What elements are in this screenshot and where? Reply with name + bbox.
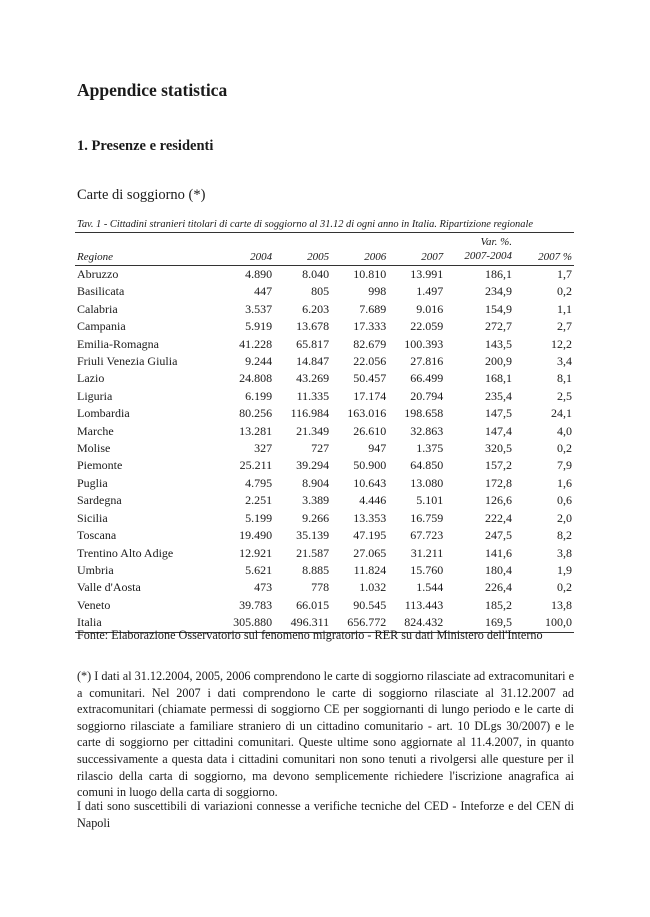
cell-value-2006: 947 xyxy=(368,441,387,456)
cell-value-2007: 13.080 xyxy=(410,475,444,490)
table-row xyxy=(75,423,574,440)
cell-value-2004: 9.244 xyxy=(245,354,273,369)
residence-permits-table xyxy=(75,232,574,633)
cell-value-2006: 656.772 xyxy=(331,614,388,632)
header-2006: 2006 xyxy=(331,233,388,266)
cell-value-2005: 3.389 xyxy=(302,493,330,508)
cell-region: Piemonte xyxy=(77,458,123,473)
table-row xyxy=(75,475,574,492)
header-2005: 2005 xyxy=(274,233,331,266)
cell-value-2005: 778 xyxy=(311,580,330,595)
cell-value-2004: 3.537 xyxy=(245,301,273,316)
cell-value-2005: 65.817 xyxy=(296,336,330,351)
cell-value-2006: 1.032 xyxy=(359,580,387,595)
cell-variation: 147,5 xyxy=(485,406,512,421)
cell-value-2005: 727 xyxy=(311,441,330,456)
cell-region: Emilia-Romagna xyxy=(77,336,159,351)
cell-value-2004: 5.919 xyxy=(245,319,273,334)
header-2007: 2007 xyxy=(388,233,445,266)
cell-value-2004: 13.281 xyxy=(239,423,273,438)
cell-value-2006: 13.353 xyxy=(353,510,387,525)
cell-value-2004: 6.199 xyxy=(245,388,273,403)
table-row xyxy=(75,492,574,509)
cell-percent-2007: 8,1 xyxy=(557,371,572,386)
cell-region: Marche xyxy=(77,423,114,438)
cell-value-2004: 24.808 xyxy=(239,371,273,386)
table-caption: Tav. 1 - Cittadini stranieri titolari di carte di soggiorno al 31.12 di ogni anno in Italia. Ripartizione regionale xyxy=(77,219,533,230)
cell-value-2004: 447 xyxy=(254,284,273,299)
table-row xyxy=(75,370,574,387)
header-region: Regione xyxy=(75,233,217,266)
cell-value-2007: 198.658 xyxy=(404,406,444,421)
table-row xyxy=(75,405,574,422)
cell-percent-2007: 0,2 xyxy=(557,580,572,595)
cell-value-2007: 67.723 xyxy=(410,528,444,543)
cell-value-2005: 116.984 xyxy=(290,406,330,421)
cell-value-2004: 80.256 xyxy=(239,406,273,421)
cell-variation: 141,6 xyxy=(485,545,512,560)
cell-region: Umbria xyxy=(77,562,114,577)
appendix-heading: Appendice statistica xyxy=(77,80,228,100)
cell-value-2005: 8.904 xyxy=(302,475,330,490)
cell-value-2005: 66.015 xyxy=(296,597,330,612)
cell-percent-2007: 0,2 xyxy=(557,441,572,456)
cell-value-2007: 1.544 xyxy=(416,580,444,595)
cell-region: Trentino Alto Adige xyxy=(77,545,174,560)
cell-value-2005: 805 xyxy=(311,284,330,299)
cell-value-2005: 13.678 xyxy=(296,319,330,334)
cell-value-2006: 163.016 xyxy=(347,406,387,421)
cell-value-2006: 50.457 xyxy=(353,371,387,386)
cell-value-2005: 35.139 xyxy=(296,528,330,543)
cell-region: Liguria xyxy=(77,388,113,403)
cell-percent-2007: 3,4 xyxy=(557,354,572,369)
cell-variation: 222,4 xyxy=(485,510,512,525)
cell-value-2007: 5.101 xyxy=(416,493,444,508)
cell-value-2007: 32.863 xyxy=(410,423,444,438)
cell-variation: 272,7 xyxy=(485,319,512,334)
cell-region: Molise xyxy=(77,441,111,456)
cell-region: Friuli Venezia Giulia xyxy=(77,354,178,369)
cell-value-2005: 39.294 xyxy=(296,458,330,473)
header-2004: 2004 xyxy=(217,233,274,266)
cell-percent-2007: 4,0 xyxy=(557,423,572,438)
cell-region: Lombardia xyxy=(77,406,130,421)
cell-value-2006: 4.446 xyxy=(359,493,387,508)
cell-percent-2007: 12,2 xyxy=(551,336,572,351)
cell-region: Puglia xyxy=(77,475,108,490)
cell-region: Italia xyxy=(75,614,217,632)
cell-percent-2007: 0,2 xyxy=(557,284,572,299)
table-row xyxy=(75,353,574,370)
footnote-paragraph-2: I dati sono suscettibili di variazioni connesse a verifiche tecniche del CED - Inteforze e del CEN di Napoli xyxy=(77,799,574,830)
cell-value-2006: 90.545 xyxy=(353,597,387,612)
cell-value-2005: 9.266 xyxy=(302,510,330,525)
table-row xyxy=(75,336,574,353)
cell-percent-2007: 1,6 xyxy=(557,475,572,490)
cell-variation: 147,4 xyxy=(485,423,512,438)
cell-value-2007: 100.393 xyxy=(404,336,444,351)
header-variation-line2: 2007-2004 xyxy=(464,250,512,262)
table-row xyxy=(75,527,574,544)
cell-variation: 186,1 xyxy=(485,267,512,281)
cell-region: Veneto xyxy=(77,597,111,612)
header-variation xyxy=(445,233,514,266)
cell-variation: 180,4 xyxy=(485,562,512,577)
cell-value-2004: 19.490 xyxy=(239,528,273,543)
cell-value-2006: 7.689 xyxy=(359,301,387,316)
cell-value-2007: 31.211 xyxy=(410,545,444,560)
cell-value-2007: 1.497 xyxy=(416,284,444,299)
cell-value-2005: 6.203 xyxy=(302,301,330,316)
cell-region: Sicilia xyxy=(77,510,108,525)
cell-percent-2007: 1,9 xyxy=(557,562,572,577)
cell-value-2007: 13.991 xyxy=(410,267,444,281)
cell-variation: 234,9 xyxy=(485,284,512,299)
cell-value-2004: 2.251 xyxy=(245,493,273,508)
cell-percent-2007: 8,2 xyxy=(557,528,572,543)
table-row xyxy=(75,266,574,284)
cell-percent-2007: 2,7 xyxy=(557,319,572,334)
cell-variation: 154,9 xyxy=(485,301,512,316)
cell-percent-2007: 13,8 xyxy=(551,597,572,612)
table-row xyxy=(75,579,574,596)
cell-value-2007: 66.499 xyxy=(410,371,444,386)
cell-region: Lazio xyxy=(77,371,105,386)
header-variation-line1: Var. %. xyxy=(480,236,512,248)
cell-percent-2007: 1,7 xyxy=(557,267,572,281)
cell-value-2004: 41.228 xyxy=(239,336,273,351)
table-row xyxy=(75,597,574,614)
cell-region: Sardegna xyxy=(77,493,122,508)
cell-value-2005: 14.847 xyxy=(296,354,330,369)
cell-region: Toscana xyxy=(77,528,117,543)
table-row xyxy=(75,562,574,579)
cell-percent-2007: 7,9 xyxy=(557,458,572,473)
cell-variation: 168,1 xyxy=(485,371,512,386)
cell-region: Calabria xyxy=(77,301,118,316)
cell-value-2005: 8.040 xyxy=(302,267,330,281)
cell-percent-2007: 0,6 xyxy=(557,493,572,508)
cell-value-2005: 21.587 xyxy=(296,545,330,560)
cell-value-2006: 82.679 xyxy=(353,336,387,351)
cell-variation: 226,4 xyxy=(485,580,512,595)
cell-value-2006: 10.810 xyxy=(353,267,387,281)
cell-value-2007: 15.760 xyxy=(410,562,444,577)
cell-percent-2007: 2,5 xyxy=(557,388,572,403)
cell-value-2007: 113.443 xyxy=(404,597,444,612)
cell-value-2004: 25.211 xyxy=(239,458,273,473)
cell-value-2005: 21.349 xyxy=(296,423,330,438)
cell-variation: 320,5 xyxy=(485,441,512,456)
cell-variation: 143,5 xyxy=(485,336,512,351)
cell-value-2007: 64.850 xyxy=(410,458,444,473)
cell-value-2006: 17.333 xyxy=(353,319,387,334)
table-row xyxy=(75,301,574,318)
cell-region: Abruzzo xyxy=(77,267,119,281)
footnote-paragraph-1: (*) I dati al 31.12.2004, 2005, 2006 comprendono le carte di soggiorno rilasciate ad extracomunitari e a comunitari. Nel 2007 i dati comprendono le carte di soggiorno rilasciate al 31.12.2007 ad extracomunitari (chiamate permessi di soggiorno CE per soggiornanti di lungo periodo e le carte di soggiorno rilasciate a familiare straniero di un cittadino comunitario - art. 10 DLgs 30/2007) e le carte di soggiorno per cittadini comunitari. Queste ultime sono aggiornate al 11.4.2007, in quanto successivamente a questa data i cittadini comunitari non sono tenuti a rivolgersi alle questure per il rilascio della carta di soggiorno, ma devono semplicemente richiedere l'iscrizione anagrafica ai comuni in luogo della carta di soggiorno. xyxy=(77,669,574,800)
cell-variation: 126,6 xyxy=(485,493,512,508)
cell-value-2004: 473 xyxy=(254,580,273,595)
cell-percent-2007: 3,8 xyxy=(557,545,572,560)
cell-value-2004: 39.783 xyxy=(239,597,273,612)
cell-value-2004: 305.880 xyxy=(217,614,274,632)
cell-value-2005: 11.335 xyxy=(296,388,330,403)
cell-value-2007: 16.759 xyxy=(410,510,444,525)
cell-value-2004: 12.921 xyxy=(239,545,273,560)
cell-percent-2007: 24,1 xyxy=(551,406,572,421)
subsection-heading: Carte di soggiorno (*) xyxy=(77,187,206,203)
cell-variation: 172,8 xyxy=(485,475,512,490)
cell-value-2007: 27.816 xyxy=(410,354,444,369)
cell-region: Valle d'Aosta xyxy=(77,580,141,595)
cell-value-2006: 11.824 xyxy=(353,562,387,577)
cell-value-2007: 824.432 xyxy=(388,614,445,632)
cell-region: Basilicata xyxy=(77,284,125,299)
cell-value-2005: 496.311 xyxy=(274,614,331,632)
cell-value-2006: 26.610 xyxy=(353,423,387,438)
cell-percent-2007: 100,0 xyxy=(514,614,574,632)
cell-value-2006: 998 xyxy=(368,284,387,299)
table-row xyxy=(75,388,574,405)
cell-value-2006: 47.195 xyxy=(353,528,387,543)
cell-value-2005: 43.269 xyxy=(296,371,330,386)
cell-value-2006: 17.174 xyxy=(353,388,387,403)
cell-value-2006: 27.065 xyxy=(353,545,387,560)
cell-percent-2007: 2,0 xyxy=(557,510,572,525)
cell-value-2004: 5.199 xyxy=(245,510,273,525)
cell-value-2007: 20.794 xyxy=(410,388,444,403)
table-header-row xyxy=(75,233,574,266)
cell-value-2004: 4.890 xyxy=(245,267,273,281)
table-row xyxy=(75,283,574,300)
cell-value-2006: 10.643 xyxy=(353,475,387,490)
cell-variation: 235,4 xyxy=(485,388,512,403)
cell-value-2007: 9.016 xyxy=(416,301,444,316)
cell-variation: 157,2 xyxy=(485,458,512,473)
cell-variation: 169,5 xyxy=(445,614,514,632)
cell-value-2004: 327 xyxy=(254,441,273,456)
cell-region: Campania xyxy=(77,319,126,334)
table-row xyxy=(75,545,574,562)
cell-percent-2007: 1,1 xyxy=(557,301,572,316)
table-row xyxy=(75,440,574,457)
cell-value-2004: 4.795 xyxy=(245,475,273,490)
cell-value-2006: 50.900 xyxy=(353,458,387,473)
cell-value-2007: 1.375 xyxy=(416,441,444,456)
table-row xyxy=(75,510,574,527)
cell-value-2007: 22.059 xyxy=(410,319,444,334)
section-heading: 1. Presenze e residenti xyxy=(77,138,214,154)
cell-value-2005: 8.885 xyxy=(302,562,330,577)
cell-variation: 200,9 xyxy=(485,354,512,369)
cell-variation: 185,2 xyxy=(485,597,512,612)
table-row xyxy=(75,457,574,474)
cell-value-2004: 5.621 xyxy=(245,562,273,577)
table-row xyxy=(75,318,574,335)
cell-variation: 247,5 xyxy=(485,528,512,543)
table-body xyxy=(75,266,574,633)
header-2007-percent: 2007 % xyxy=(514,233,574,266)
table-source: Fonte: Elaborazione Osservatorio sul fenomeno migratorio - RER su dati Ministero dell'Interno xyxy=(77,628,543,642)
cell-value-2006: 22.056 xyxy=(353,354,387,369)
